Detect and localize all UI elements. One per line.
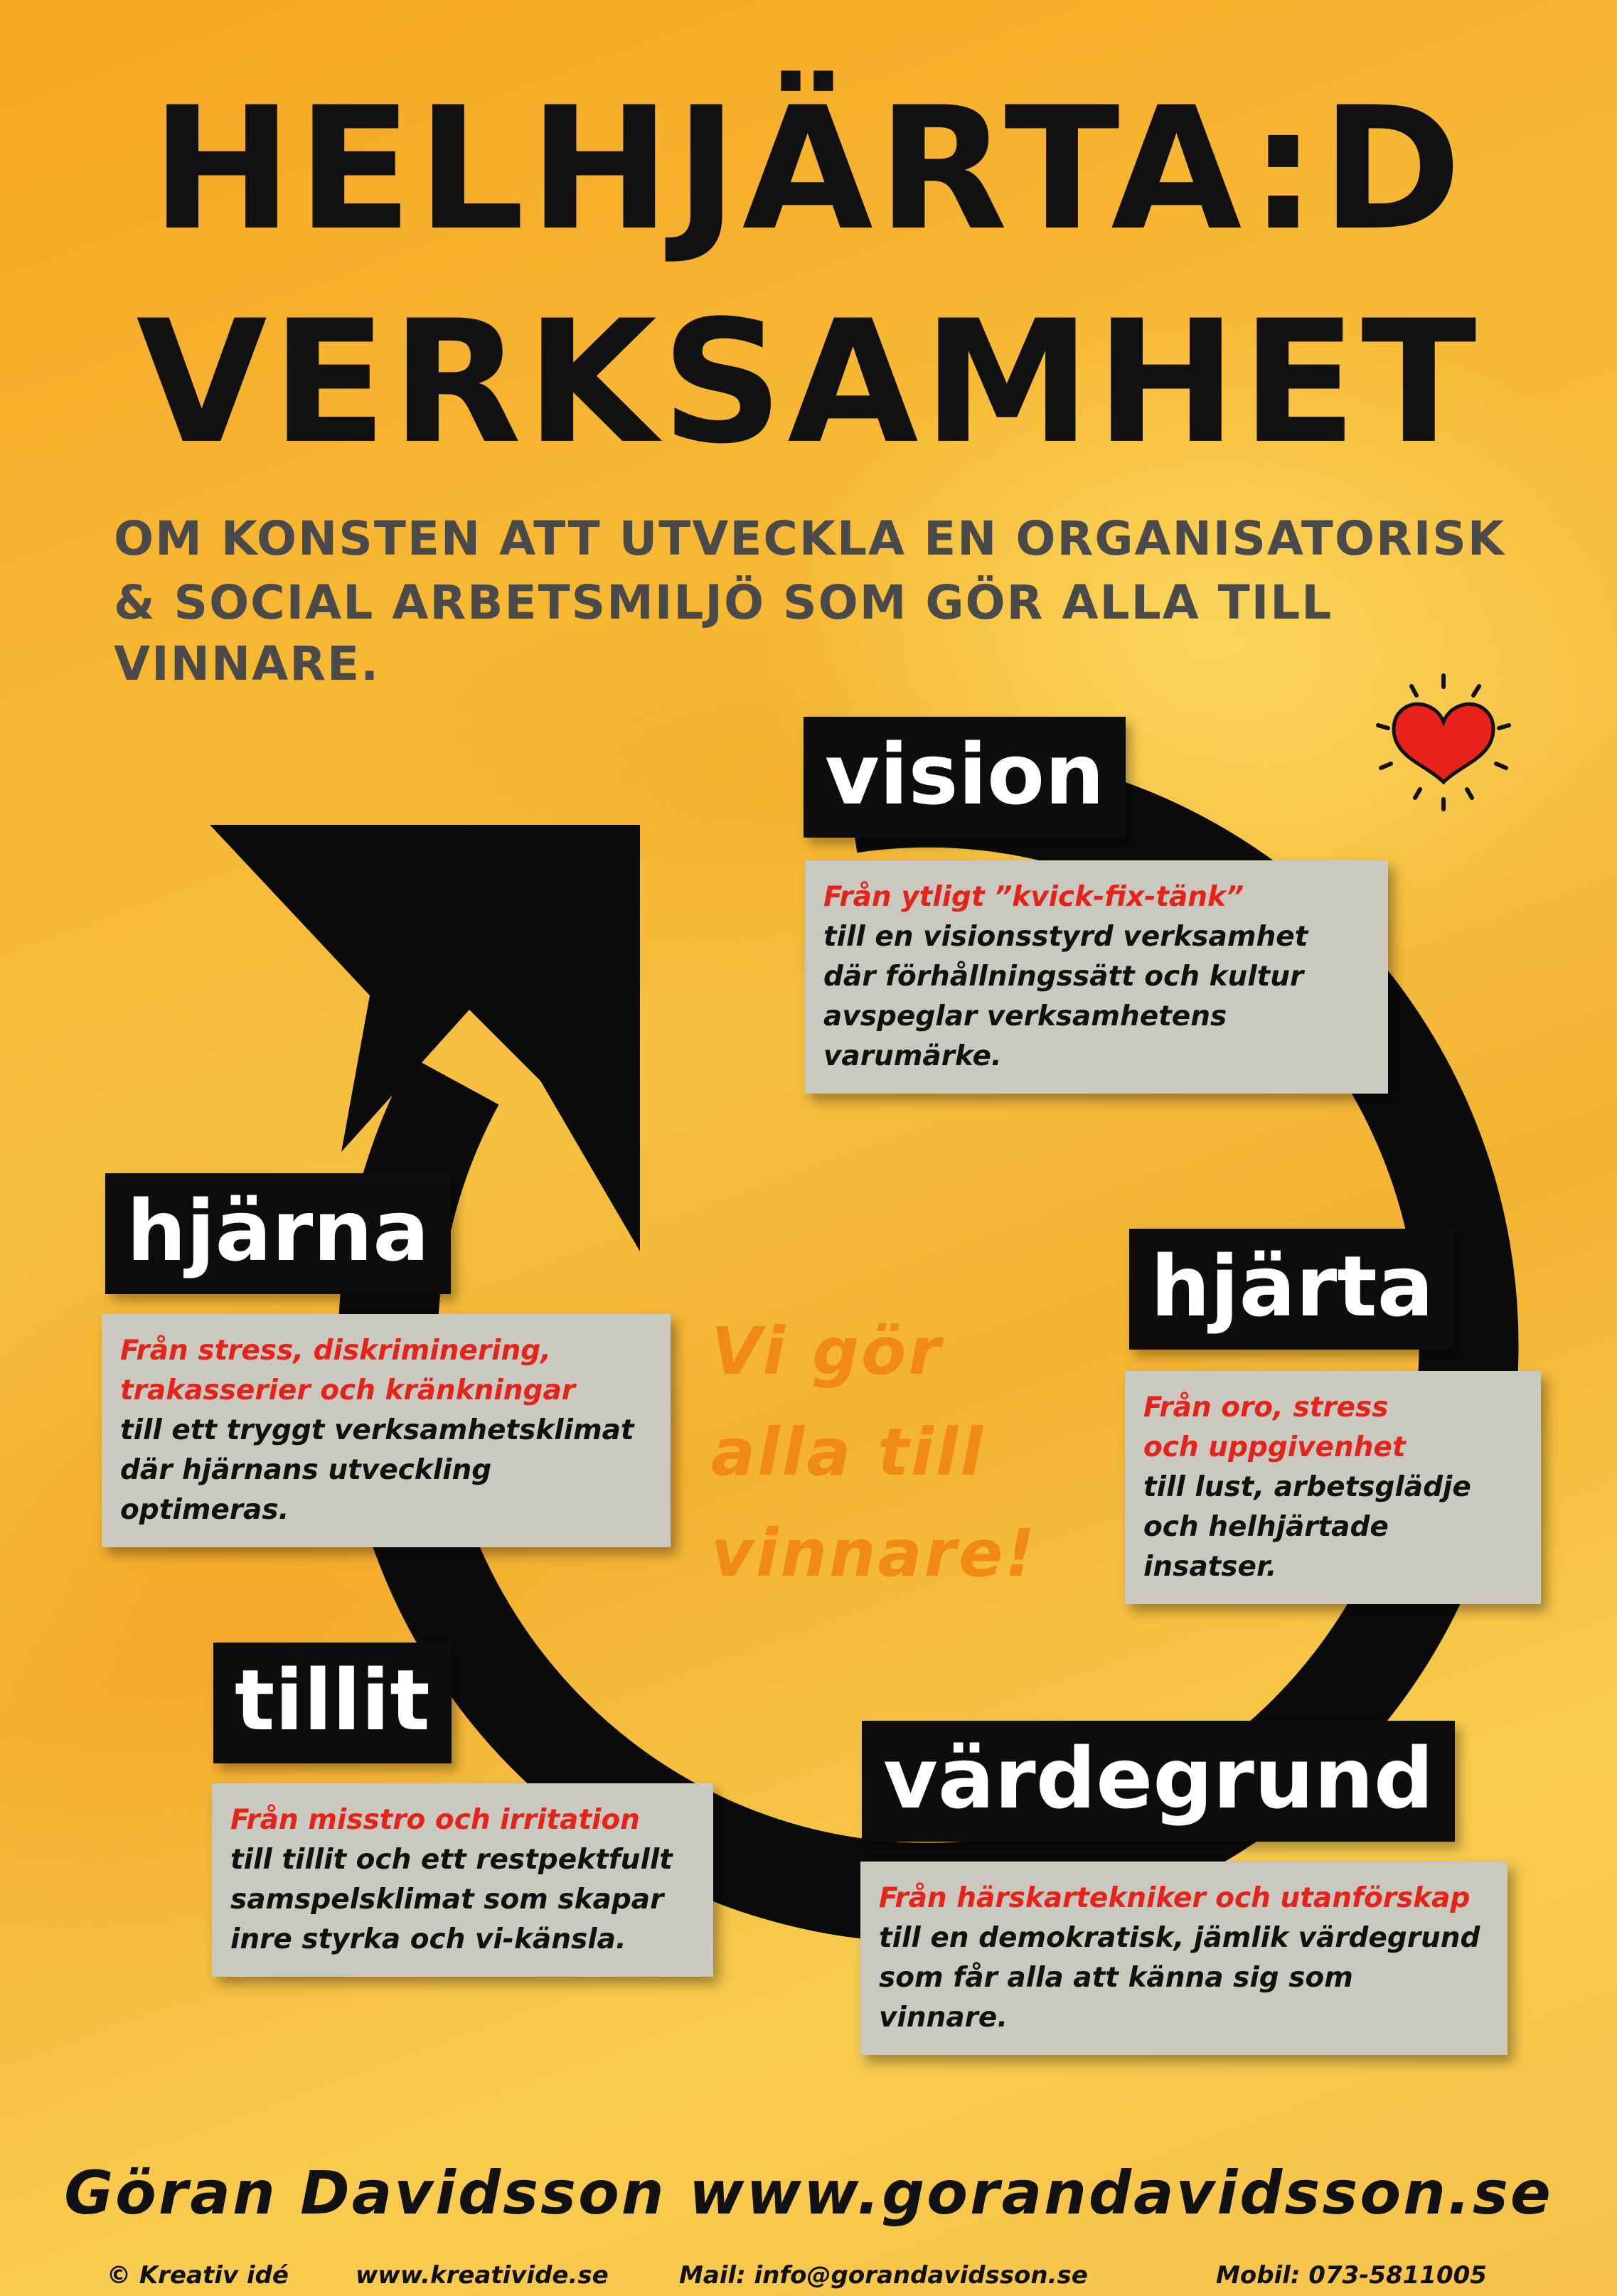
tillit-line: inre styrka och vi-känsla. bbox=[230, 1923, 626, 1955]
vision-line: avspeglar verksamhetens varumärke. bbox=[823, 1000, 1227, 1072]
hjarta-from: och uppgivenhet bbox=[1143, 1431, 1406, 1463]
box-hjarna bbox=[102, 1314, 671, 1547]
hjarta-line: till lust, arbetsglädje bbox=[1143, 1471, 1471, 1503]
vardegrund-line: som får alla att känna sig som vinnare. bbox=[879, 1962, 1353, 2034]
hjarta-from: Från oro, stress bbox=[1143, 1392, 1389, 1424]
subtitle-line-1: OM KONSTEN ATT UTVECKLA EN ORGANISATORISK bbox=[114, 511, 1506, 566]
heart-icon bbox=[1378, 676, 1509, 809]
vardegrund-line: till en demokratisk, jämlik värdegrund bbox=[879, 1922, 1480, 1954]
box-vardegrund bbox=[860, 1862, 1507, 2055]
slogan-line: alla till bbox=[711, 1414, 985, 1490]
label-hjarna: hjärna bbox=[105, 1173, 451, 1294]
slogan bbox=[711, 1301, 1109, 1604]
tillit-from: Från misstro och irritation bbox=[230, 1804, 640, 1836]
hjarna-line: där hjärnans utveckling optimeras. bbox=[120, 1454, 492, 1526]
box-vision bbox=[805, 860, 1388, 1094]
slogan-line: vinnare! bbox=[711, 1515, 1037, 1591]
author-line: Göran Davidsson www.gorandavidsson.se bbox=[64, 2158, 1553, 2228]
vision-from: Från ytligt ”kvick-fix-tänk” bbox=[823, 881, 1244, 913]
vardegrund-from: Från härskartekniker och utanförskap bbox=[879, 1882, 1471, 1914]
label-hjarta: hjärta bbox=[1129, 1229, 1455, 1350]
hjarna-from: Från stress, diskriminering, bbox=[120, 1335, 551, 1367]
slogan-line: Vi gör bbox=[711, 1313, 943, 1389]
copyright: © Kreativ idé bbox=[107, 2261, 289, 2290]
title-line-1: HELHJÄRTA:D bbox=[151, 71, 1466, 268]
mobile-contact: Mobil: 073-5811005 bbox=[1216, 2261, 1487, 2290]
label-tillit: tillit bbox=[213, 1643, 452, 1763]
website-link[interactable]: www.kreativide.se bbox=[356, 2261, 609, 2290]
subtitle-line-2: & SOCIAL ARBETSMILJÖ SOM GÖR ALLA TILL VINNARE. bbox=[114, 575, 1333, 691]
vision-line: där förhållningssätt och kultur bbox=[823, 961, 1304, 993]
tillit-line: samspelsklimat som skapar bbox=[230, 1884, 664, 1916]
label-vision: vision bbox=[804, 717, 1126, 838]
mail-contact[interactable]: Mail: info@gorandavidsson.se bbox=[679, 2261, 1088, 2290]
label-vardegrund: värdegrund bbox=[862, 1721, 1455, 1842]
hjarna-line: till ett tryggt verksamhetsklimat bbox=[120, 1414, 634, 1446]
title-line-2: VERKSAMHET bbox=[136, 284, 1481, 481]
box-tillit bbox=[212, 1783, 713, 1977]
box-hjarta bbox=[1125, 1371, 1541, 1604]
hjarna-from: trakasserier och kränkningar bbox=[120, 1374, 575, 1406]
hjarta-line: och helhjärtade insatser. bbox=[1143, 1511, 1389, 1583]
tillit-line: till tillit och ett restpektfullt bbox=[230, 1844, 673, 1876]
vision-line: till en visionsstyrd verksamhet bbox=[823, 921, 1308, 953]
